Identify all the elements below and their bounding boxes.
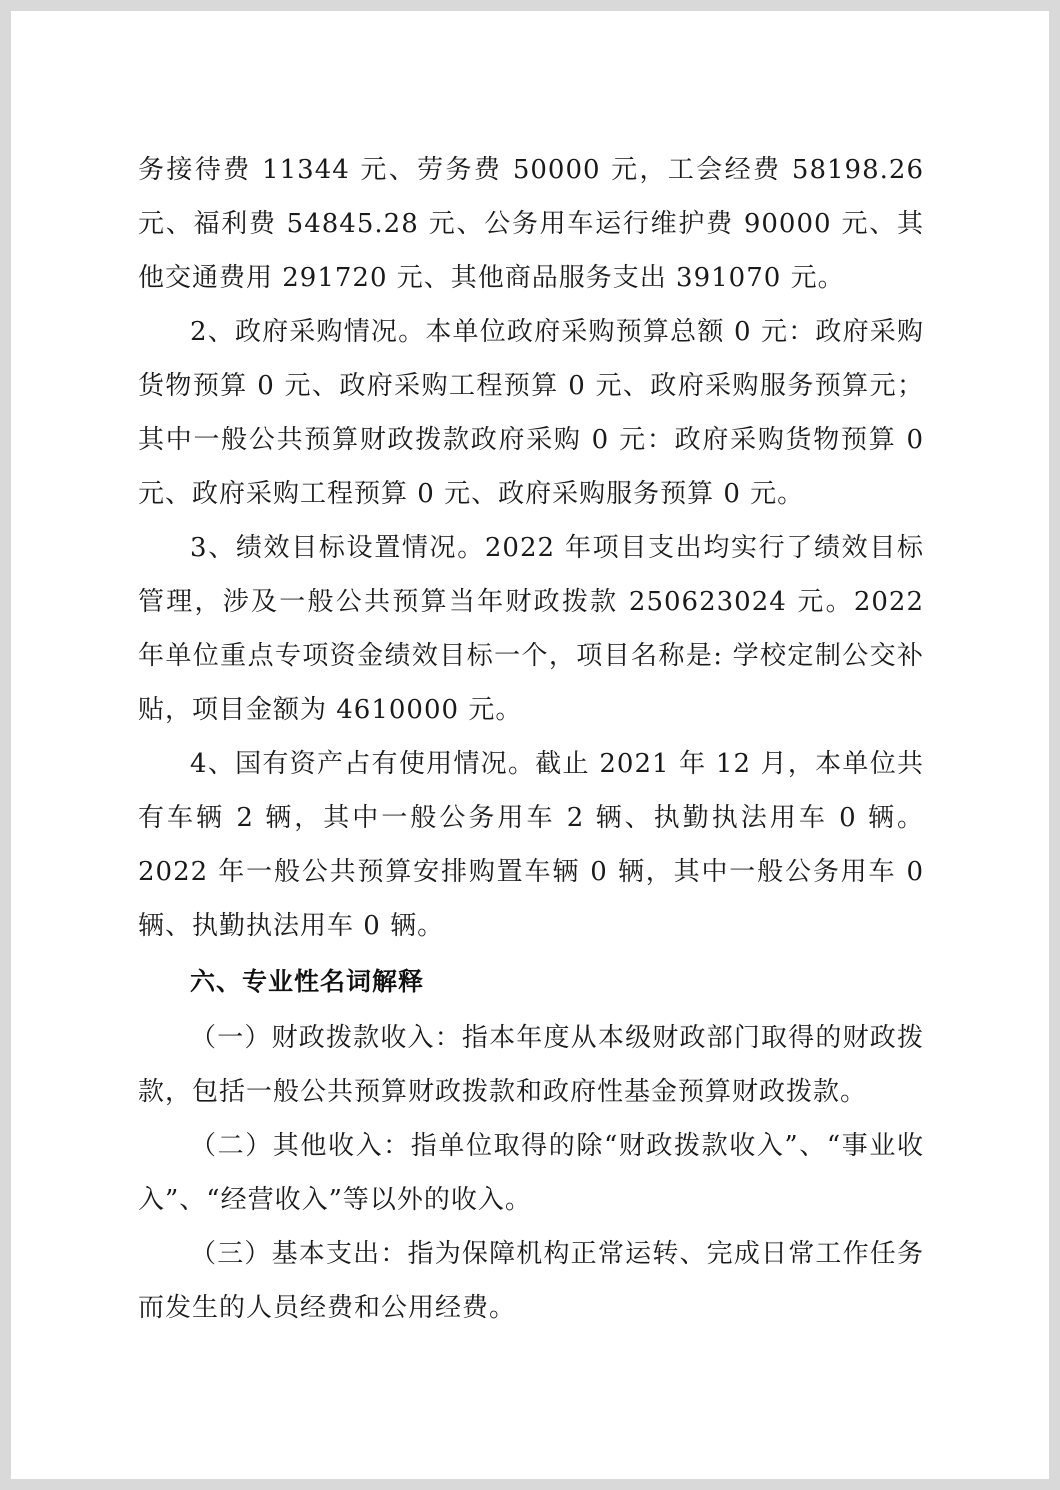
paragraph-term-basic-expenditure: （三）基本支出：指为保障机构正常运转、完成日常工作任务而发生的人员经费和公用经费。 [138, 1239, 924, 1323]
paragraph-term-other-income: （二）其他收入：指单位取得的除“财政拨款收入”、“事业收入”、“经营收入”等以外的收入。 [138, 1131, 924, 1215]
paragraph-expense-details: 务接待费 11344 元、劳务费 50000 元，工会经费 58198.26 元、福利费 54845.28 元、公务用车运行维护费 90000 元、其他交通费用 291720 元、其他商品服务支出 391070 元。 [138, 155, 924, 293]
document-body [138, 143, 924, 1335]
paragraph-state-assets: 4、国有资产占有使用情况。截止 2021 年 12 月，本单位共有车辆 2 辆，其中一般公务用车 2 辆、执勤执法用车 0 辆。2022 年一般公共预算安排购置车辆 0 辆，其中一般公务用车 0 辆、执勤执法用车 0 辆。 [138, 749, 924, 941]
section-heading-terms: 六、专业性名词解释 [190, 967, 425, 996]
document-page [11, 11, 1049, 1479]
paragraph-government-procurement: 2、政府采购情况。本单位政府采购预算总额 0 元：政府采购货物预算 0 元、政府采购工程预算 0 元、政府采购服务预算元；其中一般公共预算财政拨款政府采购 0 元：政府采购货物预算 0 元、政府采购工程预算 0 元、政府采购服务预算 0 元。 [138, 317, 924, 509]
paragraph-term-fiscal-income: （一）财政拨款收入：指本年度从本级财政部门取得的财政拨款，包括一般公共预算财政拨款和政府性基金预算财政拨款。 [138, 1023, 924, 1107]
paragraph-performance-goals: 3、绩效目标设置情况。2022 年项目支出均实行了绩效目标管理，涉及一般公共预算当年财政拨款 250623024 元。2022 年单位重点专项资金绩效目标一个，项目名称是: 学校定制公交补贴，项目金额为 4610000 元。 [138, 533, 924, 725]
